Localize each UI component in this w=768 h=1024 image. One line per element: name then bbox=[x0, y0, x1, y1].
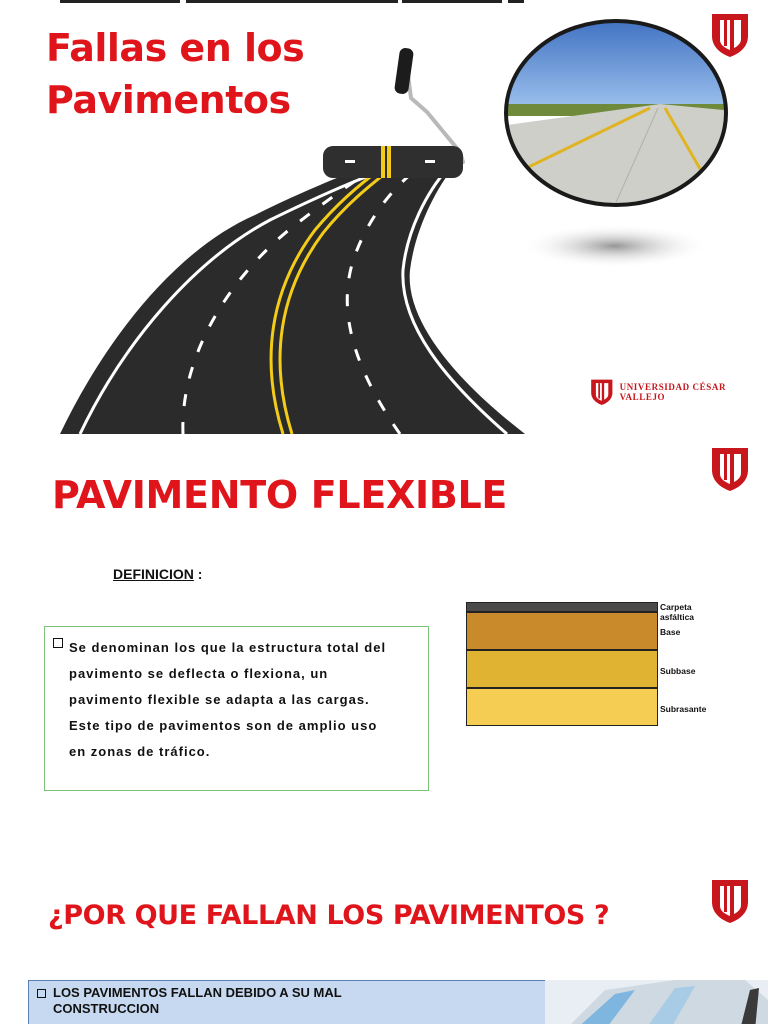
layer-label: Subbase bbox=[660, 666, 696, 676]
ucv-shield-icon bbox=[590, 376, 614, 408]
roller-stripe bbox=[387, 146, 391, 178]
reason-text bbox=[53, 985, 539, 1017]
road-surface bbox=[60, 160, 525, 434]
slide-title bbox=[0, 0, 768, 434]
university-logo bbox=[590, 372, 750, 412]
layer-subbase bbox=[466, 650, 658, 688]
road-photo-mirror bbox=[500, 16, 734, 276]
slide-why-pavements-fail bbox=[0, 870, 768, 1024]
roller-dash bbox=[425, 160, 435, 163]
definition-line: pavimento flexible se adapta a las cargas. bbox=[69, 692, 370, 707]
title-line-1: Fallas en los bbox=[46, 26, 305, 70]
definition-text bbox=[69, 635, 418, 765]
top-strip bbox=[402, 0, 502, 3]
roller-dash bbox=[345, 160, 355, 163]
reason-box bbox=[28, 980, 548, 1024]
definition-label: DEFINICION bbox=[113, 566, 194, 582]
university-name: UNIVERSIDAD CÉSAR VALLEJO bbox=[619, 382, 727, 402]
definition-line: Este tipo de pavimentos son de amplio uso bbox=[69, 718, 378, 733]
ucv-shield-icon bbox=[710, 446, 750, 492]
reason-line: LOS PAVIMENTOS FALLAN DEBIDO A SU MAL bbox=[53, 985, 342, 1000]
title-line-2: Pavimentos bbox=[46, 78, 291, 123]
definition-colon: : bbox=[193, 566, 203, 582]
top-strip bbox=[60, 0, 180, 3]
checkbox-bullet-icon bbox=[37, 989, 46, 998]
definition-line: pavimento se deflecta o flexiona, un bbox=[69, 666, 329, 681]
layer-carpeta bbox=[466, 602, 658, 612]
slide-title: PAVIMENTO FLEXIBLE bbox=[52, 473, 508, 517]
definition-heading bbox=[113, 566, 202, 582]
definition-box bbox=[44, 626, 429, 791]
sky bbox=[500, 16, 734, 111]
layer-subrasante bbox=[466, 688, 658, 726]
reason-line: CONSTRUCCION bbox=[53, 1001, 160, 1016]
mirror-shadow bbox=[520, 224, 710, 268]
roller-drum bbox=[323, 146, 463, 178]
layer-label: Carpeta asfáltica bbox=[660, 602, 695, 622]
roller-wire bbox=[405, 52, 463, 162]
definition-line: en zonas de tráfico. bbox=[69, 744, 211, 759]
layer-label: Subrasante bbox=[660, 704, 707, 714]
ucv-shield-icon bbox=[710, 878, 750, 924]
road-construction-image bbox=[545, 980, 768, 1024]
top-strip bbox=[508, 0, 524, 3]
layer-label: Base bbox=[660, 627, 681, 637]
layer-base bbox=[466, 612, 658, 650]
top-strip bbox=[186, 0, 398, 3]
slide-title: ¿POR QUE FALLAN LOS PAVIMENTOS ? bbox=[48, 900, 610, 931]
roller-stripe bbox=[381, 146, 385, 178]
checkbox-bullet-icon bbox=[53, 638, 63, 648]
definition-line: Se denominan los que la estructura total del bbox=[69, 640, 387, 655]
slide-flexible-pavement bbox=[0, 436, 768, 832]
road-roller-illustration bbox=[55, 40, 535, 434]
ucv-shield-icon bbox=[710, 12, 750, 58]
